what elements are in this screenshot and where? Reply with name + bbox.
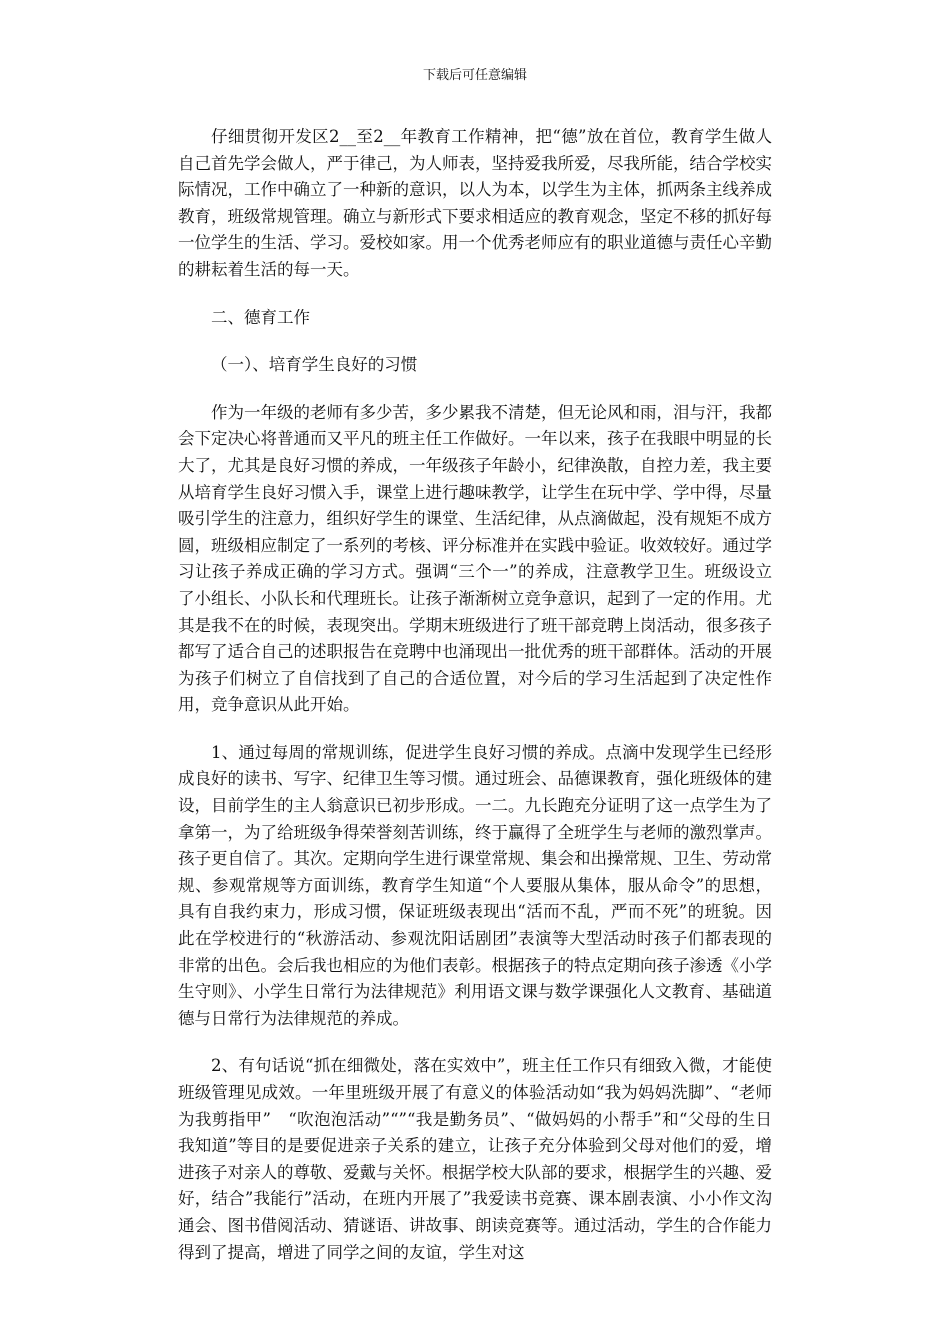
paragraph-habits: 作为一年级的老师有多少苦，多少累我不清楚，但无论风和雨，泪与汗，我都会下定决心将普通而又平凡的班主任工作做好。一年以来，孩子在我眼中明显的长大了，尤其是良好习惯的养成，一年级孩子年龄小，纪律涣散，自控力差，我主要从培育学生良好习惯入手，课堂上进行趣味教学，让学生在玩中学、学中得，尽量吸引学生的注意力，组织好学生的课堂、生活纪律，从点滴做起，没有规矩不成方圆，班级相应制定了一系列的考核、评分标准并在实践中验证。收效较好。通过学习让孩子养成正确的学习方式。强调“三个一”的养成，注意教学卫生。班级设立了小组长、小队长和代理班长。让孩子渐渐树立竞争意识，起到了一定的作用。尤其是我不在的时候，表现突出。学期末班级进行了班干部竞聘上岗活动，很多孩子都写了适合自己的述职报告在竞聘中也涌现出一批优秀的班干部群体。活动的开展为孩子们树立了自信找到了自己的合适位置，对今后的学习生活起到了决定性作用，竞争意识从此开始。 (178, 402, 772, 715)
page-header: 下载后可任意编辑 (422, 68, 527, 83)
paragraph-intro: 仔细贯彻开发区2__至2__年教育工作精神，把“德”放在首位，教育学生做人自己首先学会做人，严于律己，为人师表，坚持爱我所爱，尽我所能，结合学校实际情况，工作中确立了一种新的意识，以人为本，以学生为主体，抓两条主线养成教育，班级常规管理。确立与新形式下要求相适应的教育观念，坚定不移的抓好每一位学生的生活、学习。爱校如家。用一个优秀老师应有的职业道德与责任心辛勤的耕耘着生活的每一天。 (178, 127, 772, 279)
paragraph-routine-training: 1、通过每周的常规训练，促进学生良好习惯的养成。点滴中发现学生已经形成良好的读书、写字、纪律卫生等习惯。通过班会、品德课教育，强化班级体的建设，目前学生的主人翁意识已初步形成。一二。九长跑充分证明了这一点学生为了拿第一，为了给班级争得荣誉刻苦训练，终于赢得了全班学生与老师的激烈掌声。孩子更自信了。其次。定期向学生进行课堂常规、集会和出操常规、卫生、劳动常规、参观常规等方面训练，教育学生知道“个人要服从集体，服从命令”的思想，具有自我约束力，形成习惯，保证班级表现出“活而不乱，严而不死”的班貌。因此在学校进行的“秋游活动、参观沈阳话剧团”表演等大型活动时孩子们都表现的非常的出色。会后我也相应的为他们表彰。根据孩子的特点定期向孩子渗透《小学生守则》、小学生日常行为法律规范》利用语文课与数学课强化人文教育、基础道德与日常行为法律规范的养成。 (178, 742, 772, 1028)
document-body (178, 124, 772, 1266)
subsection-heading-habits: （一）、培育学生良好的习惯 (211, 355, 418, 375)
paragraph-activities: 2、有句话说“抓在细微处，落在实效中”，班主任工作只有细致入微，才能使班级管理见成效。一年里班级开展了有意义的体验活动如“我为妈妈洗脚”、“老师为我剪指甲” “吹泡泡活动”“”“我是勤务员”、“做妈妈的小帮手”和“父母的生日我知道”等目的是要促进亲子关系的建立，让孩子充分体验到父母对他们的爱，增进孩子对亲人的尊敬、爱戴与关怀。根据学校大队部的要求，根据学生的兴趣、爱好，结合”我能行”活动，在班内开展了”我爱读书竞赛、课本剧表演、小小作文沟通会、图书借阅活动、猜谜语、讲故事、朗读竞赛等。通过活动，学生的合作能力得到了提高，增进了同学之间的友谊，学生对这 (178, 1056, 772, 1262)
section-heading-moral-education: 二、德育工作 (211, 307, 310, 327)
